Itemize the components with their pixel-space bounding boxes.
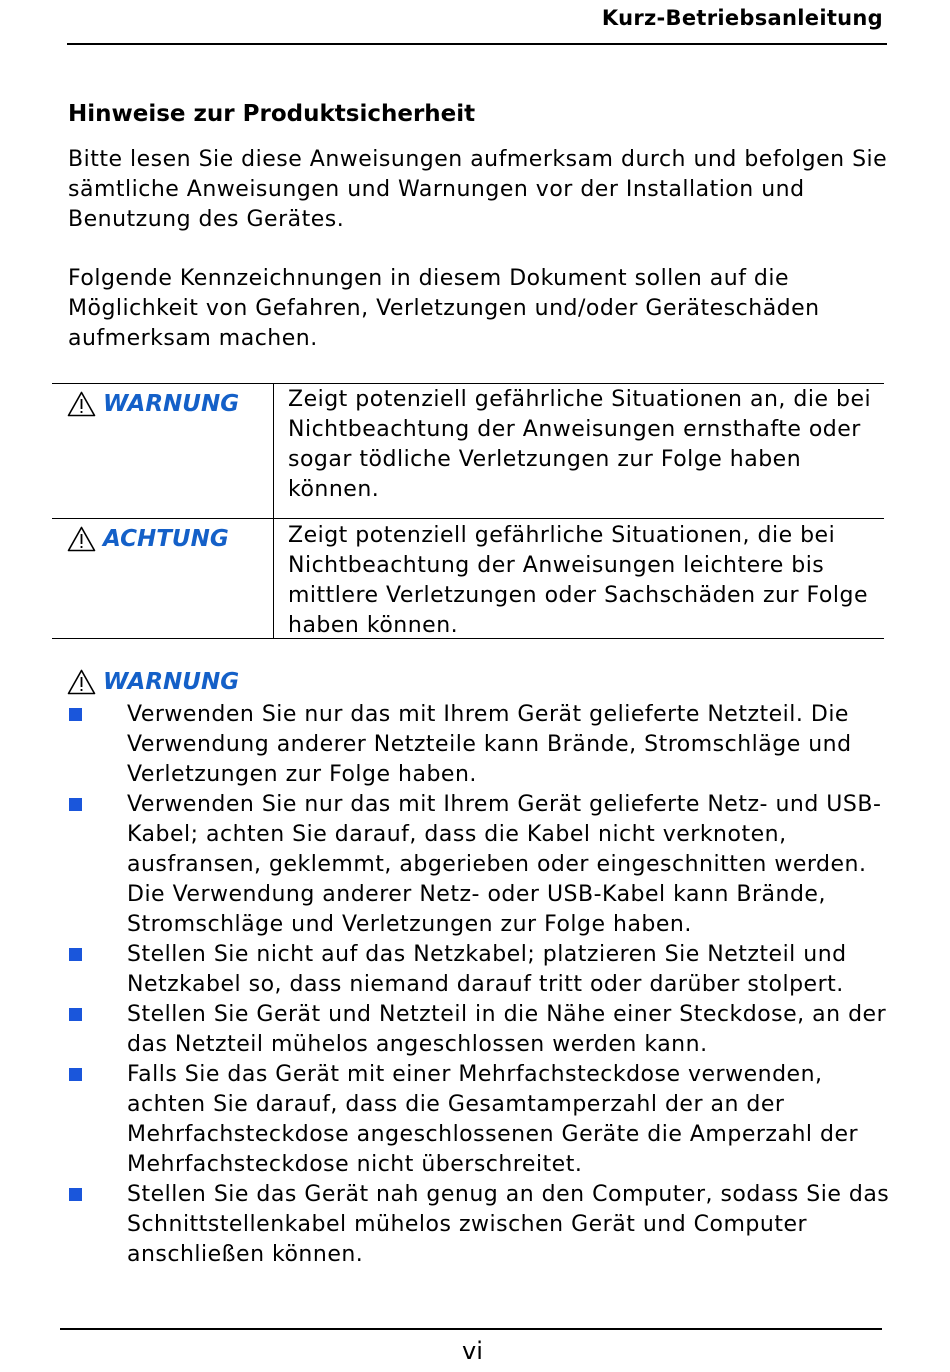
list-item [68,940,898,1000]
bullet-square-icon [69,708,82,721]
list-item-text: Stellen Sie Gerät und Netzteil in die Nähe einer Steckdose, an der das Netzteil mühelos angeschlossen werden kann. [127,1002,887,1057]
intro-paragraph: Bitte lesen Sie diese Anweisungen aufmerksam durch und befolgen Sie sämtliche Anweisungen und Warnungen vor der Installation und Benutzung des Gerätes. [68,147,888,232]
warning-block-heading [67,669,239,695]
header-divider [67,43,887,45]
list-item [68,1180,898,1270]
list-item-text: Stellen Sie nicht auf das Netzkabel; platzieren Sie Netzteil und Netzkabel so, dass niemand darauf tritt oder darüber stolpert. [127,942,847,997]
warning-triangle-icon [67,391,96,417]
signal-label-cell [52,519,274,638]
warning-triangle-icon [67,669,96,695]
signal-word-label: WARNUNG [103,391,240,417]
signal-row-achtung [52,519,884,639]
list-item [68,700,898,790]
section-title: Hinweise zur Produktsicherheit [68,101,476,127]
warning-bullet-list [68,700,898,1270]
markers-intro-paragraph: Folgende Kennzeichnungen in diesem Dokument sollen auf die Möglichkeit von Gefahren, Verletzungen und/oder Geräteschäden aufmerksam machen. [68,266,820,351]
list-item [68,1000,898,1060]
bullet-square-icon [69,798,82,811]
bullet-square-icon [69,1188,82,1201]
bullet-square-icon [69,1068,82,1081]
signal-description: Zeigt potenziell gefährliche Situationen, die bei Nichtbeachtung der Anweisungen leichtere bis mittlere Verletzungen oder Sachschäden zur Folge haben können. [288,523,868,638]
bullet-square-icon [69,948,82,961]
list-item-text: Falls Sie das Gerät mit einer Mehrfachsteckdose verwenden, achten Sie darauf, dass die Gesamtamperzahl der an der Mehrfachsteckdose angeschlossenen Geräte die Amperzahl der Mehrfachsteckdose nicht überschreitet. [127,1062,859,1177]
signal-word-table [52,383,884,639]
page-number: vi [462,1337,483,1365]
signal-label-cell [52,384,274,518]
list-item-text: Stellen Sie das Gerät nah genug an den Computer, sodass Sie das Schnittstellenkabel mühelos zwischen Gerät und Computer anschließen können. [127,1182,890,1267]
list-item [68,790,898,940]
list-item [68,1060,898,1180]
signal-description: Zeigt potenziell gefährliche Situationen an, die bei Nichtbeachtung der Anweisungen ernsthafte oder sogar tödliche Verletzungen zur Folge haben können. [288,387,872,502]
warning-block-label: WARNUNG [103,669,240,695]
bullet-square-icon [69,1008,82,1021]
list-item-text: Verwenden Sie nur das mit Ihrem Gerät gelieferte Netz- und USB-Kabel; achten Sie darauf, dass die Kabel nicht verknoten, ausfransen, geklemmt, abgerieben oder eingeschnitten werden. Die Verwendung anderer Netz- oder USB-Kabel kann Brände, Stromschläge und Verletzungen zur Folge haben. [127,792,882,937]
list-item-text: Verwenden Sie nur das mit Ihrem Gerät gelieferte Netzteil. Die Verwendung anderer Netzteile kann Brände, Stromschläge und Verletzungen zur Folge haben. [127,702,852,787]
signal-word-label: ACHTUNG [103,526,229,552]
warning-triangle-icon [67,526,96,552]
footer-divider [60,1328,882,1330]
signal-row-warnung [52,384,884,519]
page-header-title: Kurz-Betriebsanleitung [601,6,883,30]
